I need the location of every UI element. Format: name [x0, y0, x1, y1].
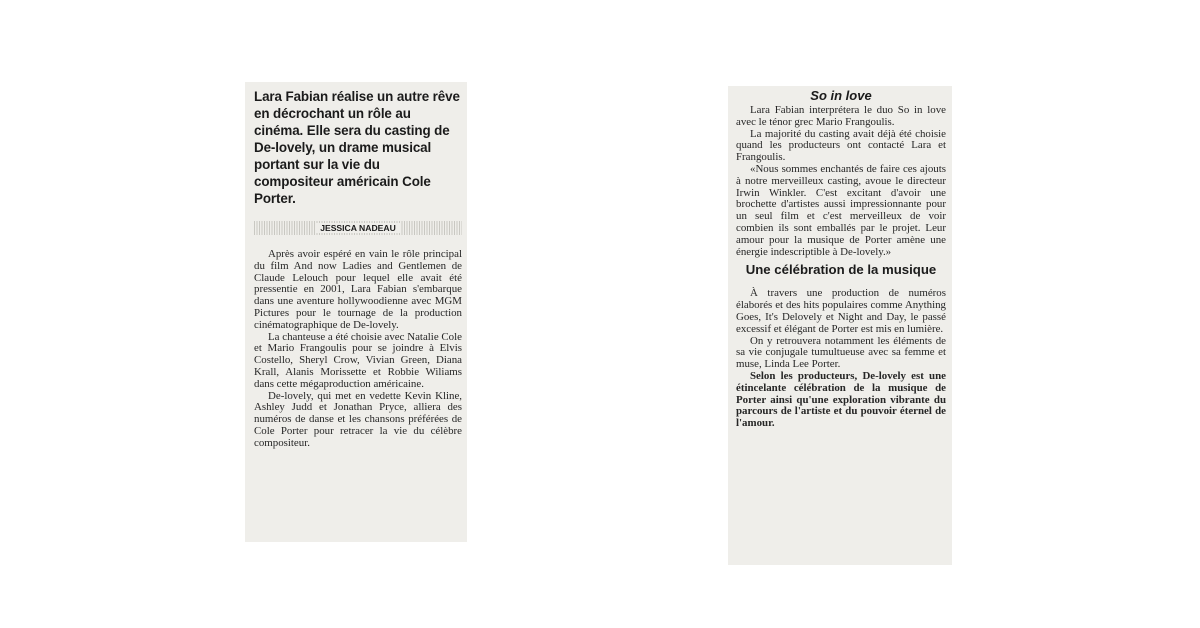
body-paragraph: La chanteuse a été choisie avec Natalie Cole et Mario Frangoulis pour se joindre à Elvis Costello, Sheryl Crow, Vivian Green, Diana Krall, Alanis Morissette et Robbie Wiliams dans cette mégaproduction américaine.: [254, 330, 462, 390]
section-heading: Une célébration de la musique: [745, 262, 937, 278]
body-paragraph: Lara Fabian interprétera le duo So in love avec le ténor grec Mario Frangoulis.: [736, 104, 946, 128]
lede-paragraph: Lara Fabian réalise un autre rêve en décrochant un rôle au cinéma. Elle sera du casting de De-lovely, un drame musical portant sur la vie du compositeur américain Cole Porter.: [254, 89, 460, 206]
byline-bar: [254, 221, 462, 235]
byline-author: JESSICA NADEAU: [316, 223, 400, 233]
body-paragraph: «Nous sommes enchantés de faire ces ajouts à notre merveilleux casting, avoue le directeur Irwin Winkler. C'est excitant d'avoir une brochette d'artistes aussi impressionnante pour un seul film et c'est merveilleux de voir combien ils sont emballés par le projet. Leur amour pour la musique de Porter amène une énergie indescriptible à De-lovely.»: [736, 162, 946, 258]
body-paragraph: Selon les producteurs, De-lovely est une étincelante célébration de la musique de Porter ainsi qu'une exploration vibrante du parcours de l'artiste et du pouvoir éternel de l'amour.: [736, 369, 946, 430]
body-paragraph: De-lovely, qui met en vedette Kevin Kline, Ashley Judd et Jonathan Pryce, alliera des numéros de danse et les chansons préférées de Cole Porter pour retracer la vie du célèbre compositeur.: [254, 389, 462, 449]
body-paragraph: À travers une production de numéros élaborés et des hits populaires comme Anything Goes, It's Delovely et Night and Day, le passé excessif et élégant de Porter est mis en lumière.: [736, 287, 946, 335]
subhead-so-in-love: So in love: [810, 88, 872, 103]
left-newspaper-clipping: [245, 82, 467, 542]
body-paragraph: Après avoir espéré en vain le rôle principal du film And now Ladies and Gentlemen de Claude Lelouch pour lequel elle avait été pressentie en 2001, Lara Fabian s'embarque dans une aventure hollywoodienne avec MGM Pictures pour le tournage de la production cinématographique de De-lovely.: [254, 248, 462, 331]
right-newspaper-clipping: [728, 86, 952, 565]
body-paragraph: La majorité du casting avait déjà été choisie quand les producteurs ont contacté Lara et Frangoulis.: [736, 127, 946, 164]
body-paragraph: On y retrouvera notamment les éléments de sa vie conjugale tumultueuse avec sa femme et muse, Linda Lee Porter.: [736, 334, 946, 371]
